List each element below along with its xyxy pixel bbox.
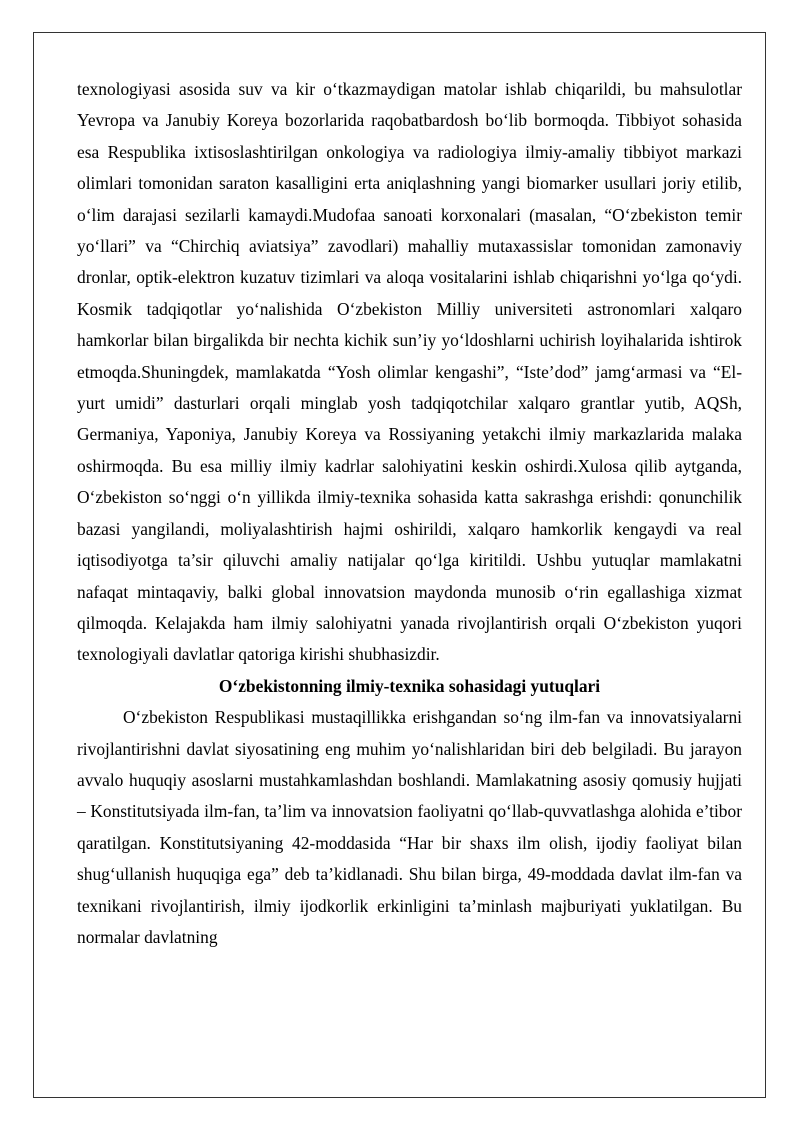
body-paragraph: texnologiyasi asosida suv va kir o‘tkazmaydigan matolar ishlab chiqarildi, bu mahsulotlar Yevropa va Janubiy Koreya bozorlarida raqobatbardosh bo‘lib bormoqda. Tibbiyot sohasida esa Respublika ixtisoslashtirilgan onkologiya va radiologiya ilmiy-amaliy tibbiyot markazi olimlari tomonidan saraton kasalligini erta aniqlashning yangi biomarker usullari joriy etilib, o‘lim darajasi sezilarli kamaydi.Mudofaa sanoati korxonalari (masalan, “O‘zbekiston temir yo‘llari” va “Chirchiq aviatsiya” zavodlari) mahalliy mutaxassislar tomonidan zamonaviy dronlar, optik-elektron kuzatuv tizimlari va aloqa vositalarini ishlab chiqarishni yo‘lga qo‘ydi. Kosmik tadqiqotlar yo‘nalishida O‘zbekiston Milliy universiteti astronomlari xalqaro hamkorlar bilan birgalikda bir nechta kichik sun’iy yo‘ldoshlarni uchirish loyihalarida ishtirok etmoqda.Shuningdek, mamlakatda “Yosh olimlar kengashi”, “Iste’dod” jamg‘armasi va “El-yurt umidi” dasturlari orqali minglab yosh tadqiqotchilar xalqaro grantlar yutib, AQSh, Germaniya, Yaponiya, Janubiy Koreya va Rossiyaning yetakchi ilmiy markazlarida malaka oshirmoqda. Bu esa milliy ilmiy kadrlar salohiyatini keskin oshirdi.Xulosa qilib aytganda, O‘zbekiston so‘nggi o‘n yillikda ilmiy-texnika sohasida katta sakrashga erishdi: qonunchilik bazasi yangilandi, moliyalashtirish hajmi oshirildi, xalqaro hamkorlik kengaydi va real iqtisodiyotga ta’sir qiluvchi amaliy natijalar qo‘lga kiritildi. Ushbu yutuqlar mamlakatni nafaqat mintaqaviy, balki global innovatsion maydonda munosib o‘rin egallashiga xizmat qilmoqda. Kelajakda ham ilmiy salohiyatni yanada rivojlantirish orqali O‘zbekiston yuqori texnologiyali davlatlar qatoriga kirishi shubhasizdir. [77, 79, 742, 665]
section-heading: O‘zbekistonning ilmiy-texnika sohasidagi yutuqlari [218, 675, 601, 696]
body-paragraph: O‘zbekiston Respublikasi mustaqillikka erishgandan so‘ng ilm-fan va innovatsiyalarni rivojlantirishni davlat siyosatining eng muhim yo‘nalishlaridan biri deb belgiladi. Bu jarayon avvalo huquqiy asoslarni mustahkamlashdan boshlandi. Mamlakatning asosiy qomusiy hujjati – Konstitutsiyada ilm-fan, ta’lim va innovatsion faoliyatni qo‘llab-quvvatlashga alohida e’tibor qaratilgan. Konstitutsiyaning 42-moddasida “Har bir shaxs ilm olish, ijodiy faoliyat bilan shug‘ullanish huquqiga ega” deb ta’kidlanadi. Shu bilan birga, 49-moddada davlat ilm-fan va texnikani rivojlantirish, ilmiy ijodkorlik erkinligini ta’minlash majburiyati yuklatilgan. Bu normalar davlatning [77, 707, 742, 947]
document-body [77, 74, 742, 953]
